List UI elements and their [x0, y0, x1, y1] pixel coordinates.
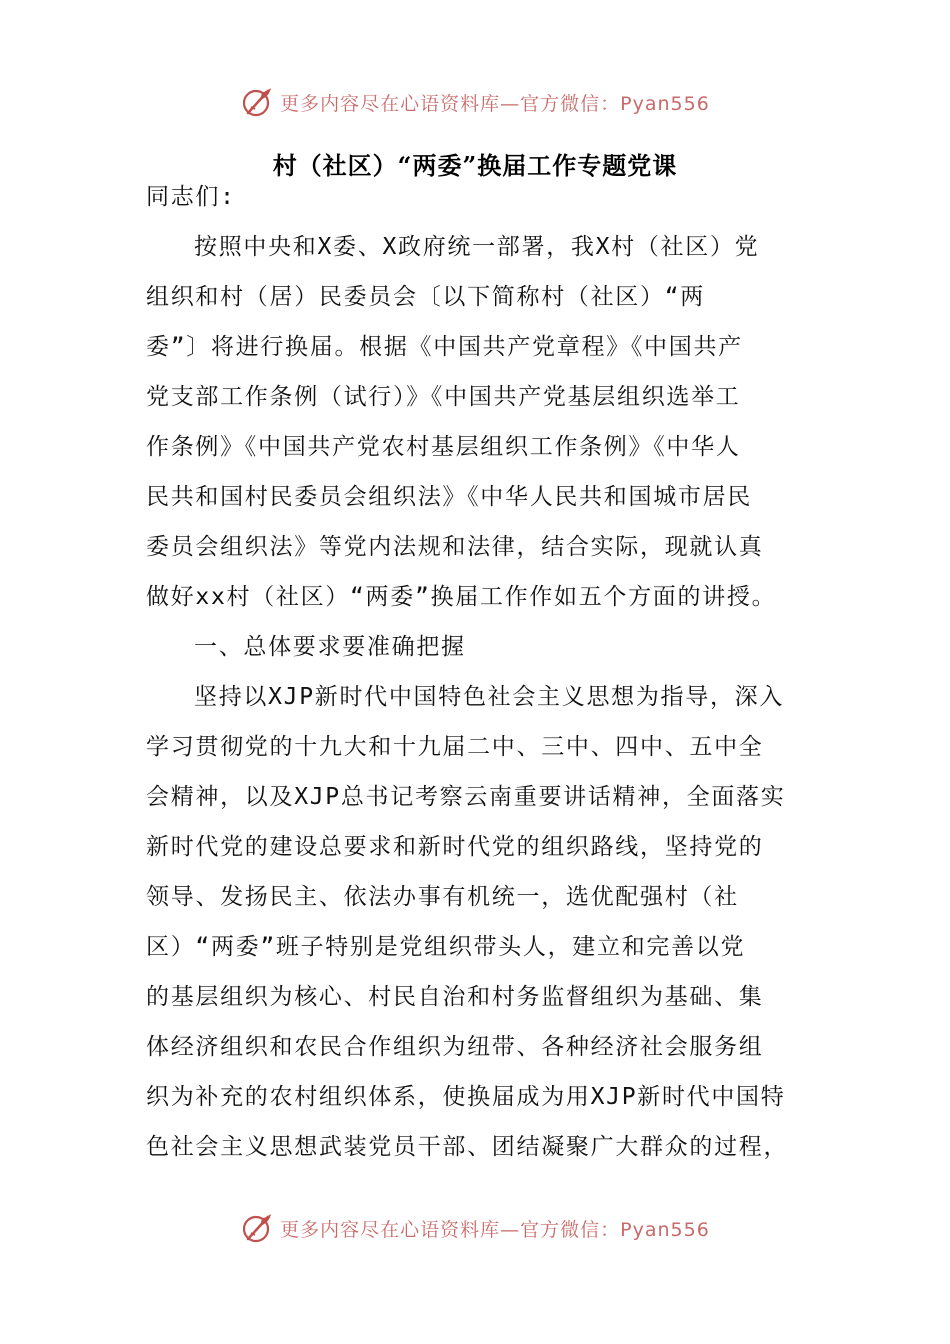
paragraph-line: 委员会组织法》等党内法规和法律，结合实际，现就认真: [146, 534, 764, 560]
banner-wechat-id: Pyan556: [620, 1218, 710, 1241]
document-body: [146, 172, 816, 1172]
paragraph-line: 坚持以XJP新时代中国特色社会主义思想为指导，深入: [194, 684, 785, 710]
section-heading: 一、总体要求要准确把握: [194, 634, 466, 660]
paragraph-line: 组织和村（居）民委员会〔以下简称村（社区）“两: [146, 284, 705, 310]
paragraph-line: 民共和国村民委员会组织法》《中华人民共和国城市居民: [146, 484, 752, 510]
paragraph-line: 色社会主义思想武装党员干部、团结凝聚广大群众的过程，: [146, 1134, 789, 1160]
banner-text: 更多内容尽在心语资料库—官方微信：: [280, 92, 621, 115]
paragraph-line: 织为补充的农村组织体系，使换届成为用XJP新时代中国特: [146, 1084, 786, 1110]
banner-label: [280, 89, 710, 116]
paragraph-line: 学习贯彻党的十九大和十九届二中、三中、四中、五中全: [146, 734, 764, 760]
quill-logo-icon: [240, 85, 274, 119]
banner-text: 更多内容尽在心语资料库—官方微信：: [280, 1218, 621, 1241]
paragraph-line: 作条例》《中国共产党农村基层组织工作条例》《中华人: [146, 434, 741, 460]
header-banner: [0, 82, 950, 122]
banner-wechat-id: Pyan556: [620, 92, 710, 115]
paragraph-line: 会精神，以及XJP总书记考察云南重要讲话精神，全面落实: [146, 784, 786, 810]
salutation: 同志们:: [146, 184, 236, 210]
paragraph-line: 体经济组织和农民合作组织为纽带、各种经济社会服务组: [146, 1034, 764, 1060]
paragraph-line: 新时代党的建设总要求和新时代党的组织路线，坚持党的: [146, 834, 764, 860]
paragraph-line: 按照中央和X委、X政府统一部署，我X村（社区）党: [194, 234, 760, 260]
paragraph-line: 领导、发扬民主、依法办事有机统一，选优配强村（社: [146, 884, 739, 910]
paragraph-line: 做好xx村（社区）“两委”换届工作作如五个方面的讲授。: [146, 584, 777, 610]
paragraph-line: 的基层组织为核心、村民自治和村务监督组织为基础、集: [146, 984, 764, 1010]
paragraph-line: 区）“两委”班子特别是党组织带头人，建立和完善以党: [146, 934, 746, 960]
footer-banner: [0, 1208, 950, 1248]
document-title: 村（社区）“两委”换届工作专题党课: [272, 151, 678, 180]
banner-label: [280, 1215, 710, 1242]
paragraph-line: 党支部工作条例（试行）》《中国共产党基层组织选举工: [146, 384, 741, 410]
quill-logo-icon: [240, 1211, 274, 1245]
paragraph-line: 委”〕将进行换届。根据《中国共产党章程》《中国共产: [146, 334, 743, 360]
